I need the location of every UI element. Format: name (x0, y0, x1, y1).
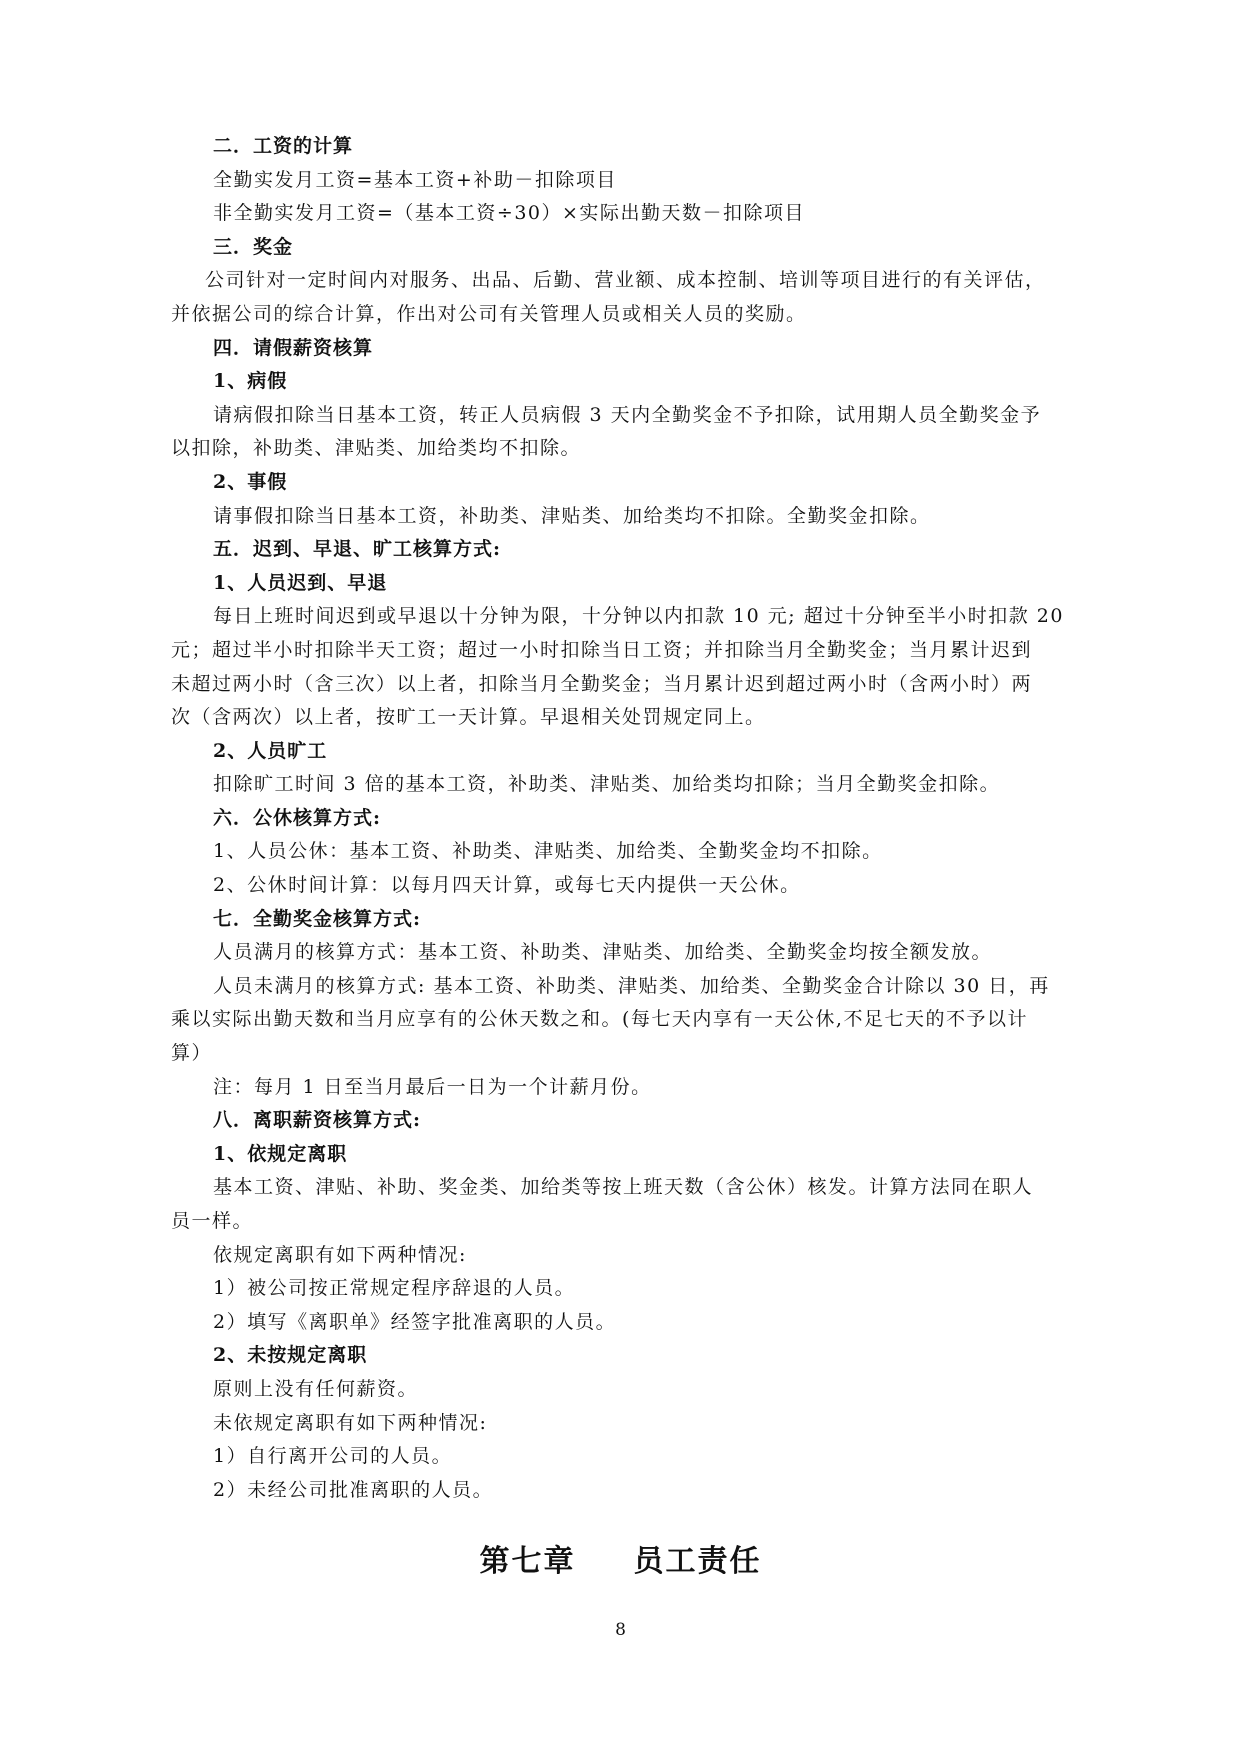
paragraph-line: 乘以实际出勤天数和当月应享有的公休天数之和。(每七天内享有一天公休,不足七天的不予以计 (171, 1008, 1028, 1031)
paragraph-line: 未依规定离职有如下两种情况: (213, 1411, 488, 1434)
section-heading: 1、依规定离职 (213, 1142, 348, 1165)
paragraph-line: 1）被公司按正常规定程序辞退的人员。 (213, 1277, 576, 1300)
section-heading: 1、病假 (213, 370, 288, 393)
paragraph-line: 非全勤实发月工资=（基本工资÷30）×实际出勤天数－扣除项目 (213, 202, 805, 225)
paragraph-line: 元；超过半小时扣除半天工资；超过一小时扣除当日工资；并扣除当月全勤奖金；当月累计迟到 (171, 638, 1033, 661)
section-heading: 2、人员旷工 (213, 739, 328, 762)
paragraph-line: 未超过两小时（含三次）以上者，扣除当月全勤奖金；当月累计迟到超过两小时（含两小时）两 (171, 672, 1033, 695)
chapter-number: 第七章 (479, 1544, 576, 1579)
section-heading: 三．奖金 (213, 235, 294, 258)
paragraph-line: 以扣除，补助类、津贴类、加给类均不扣除。 (171, 437, 582, 460)
section-heading: 2、事假 (213, 470, 288, 493)
paragraph-line: 算） (171, 1042, 213, 1065)
section-heading: 四．请假薪资核算 (213, 336, 374, 359)
section-heading: 五．迟到、早退、旷工核算方式: (213, 538, 502, 561)
chapter-heading (0, 1536, 1241, 1580)
paragraph-line: 2、公休时间计算：以每月四天计算，或每七天内提供一天公休。 (213, 874, 801, 897)
paragraph-line: 扣除旷工时间 3 倍的基本工资，补助类、津贴类、加给类均扣除；当月全勤奖金扣除。 (213, 773, 1001, 796)
paragraph-line: 1、人员公休：基本工资、补助类、津贴类、加给类、全勤奖金均不扣除。 (213, 840, 883, 863)
section-heading: 八．离职薪资核算方式: (213, 1109, 422, 1132)
paragraph-line: 注：每月 1 日至当月最后一日为一个计薪月份。 (213, 1075, 652, 1098)
paragraph-line: 依规定离职有如下两种情况: (213, 1243, 467, 1266)
paragraph-line: 员一样。 (171, 1210, 254, 1232)
paragraph-line: 公司针对一定时间内对服务、出品、后勤、营业额、成本控制、培训等项目进行的有关评估， (205, 269, 1046, 292)
section-heading: 七．全勤奖金核算方式: (213, 907, 422, 930)
page-number: 8 (615, 1620, 626, 1640)
section-heading: 1、人员迟到、早退 (213, 571, 388, 594)
paragraph-line: 次（含两次）以上者，按旷工一天计算。早退相关处罚规定同上。 (171, 706, 766, 729)
paragraph-line: 请事假扣除当日基本工资，补助类、津贴类、加给类均不扣除。全勤奖金扣除。 (213, 504, 931, 527)
paragraph-line: 全勤实发月工资=基本工资+补助－扣除项目 (213, 168, 617, 191)
paragraph-line: 1）自行离开公司的人员。 (213, 1445, 453, 1468)
paragraph-line: 2）未经公司批准离职的人员。 (213, 1478, 494, 1501)
body-text (171, 130, 1081, 1507)
paragraph-line: 每日上班时间迟到或早退以十分钟为限，十分钟以内扣款 10 元; 超过十分钟至半小时扣款 20 (213, 605, 1064, 628)
paragraph-line: 人员满月的核算方式：基本工资、补助类、津贴类、加给类、全勤奖金均按全额发放。 (213, 941, 993, 964)
section-heading: 六．公休核算方式: (213, 806, 382, 829)
chapter-title: 员工责任 (633, 1544, 762, 1579)
section-heading: 2、未按规定离职 (213, 1344, 368, 1367)
paragraph-line: 人员未满月的核算方式: 基本工资、补助类、津贴类、加给类、全勤奖金合计除以 30 日，再 (213, 974, 1050, 997)
paragraph-line: 2）填写《离职单》经签字批准离职的人员。 (213, 1310, 617, 1333)
section-heading: 二．工资的计算 (213, 135, 354, 157)
paragraph-line: 基本工资、津贴、补助、奖金类、加给类等按上班天数（含公休）核发。计算方法同在职人 (213, 1176, 1034, 1199)
paragraph-line: 请病假扣除当日基本工资，转正人员病假 3 天内全勤奖金不予扣除，试用期人员全勤奖金予 (213, 403, 1042, 426)
paragraph-line: 并依据公司的综合计算，作出对公司有关管理人员或相关人员的奖励。 (171, 302, 807, 325)
paragraph-line: 原则上没有任何薪资。 (213, 1377, 419, 1400)
